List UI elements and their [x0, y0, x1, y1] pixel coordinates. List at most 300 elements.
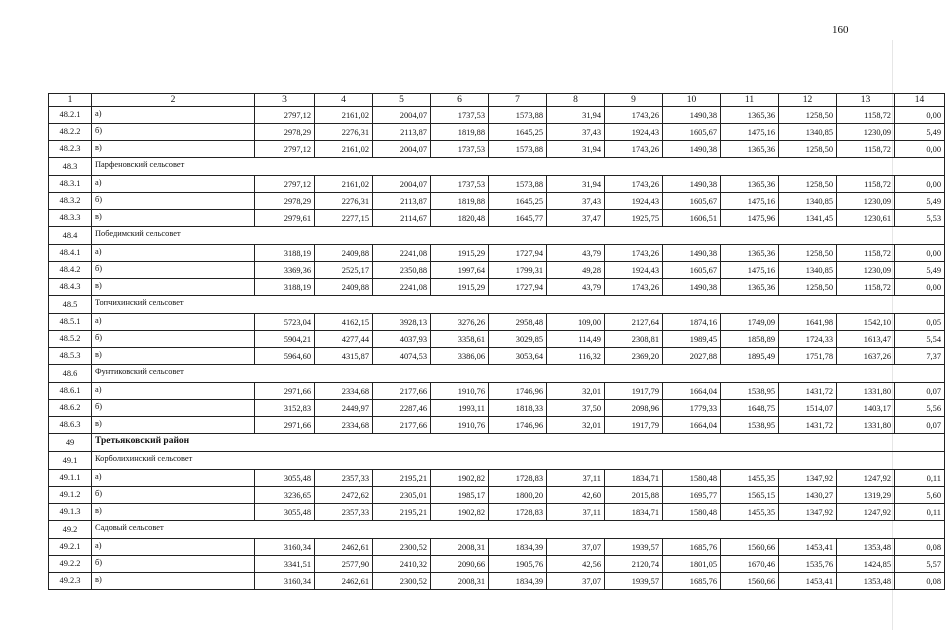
header-cell: 2: [92, 94, 255, 107]
value-cell: 1800,20: [489, 487, 547, 504]
value-cell: 1560,66: [721, 539, 779, 556]
value-cell: 2015,88: [605, 487, 663, 504]
row-code: 48.4.1: [49, 245, 92, 262]
row-variant: а): [92, 314, 255, 331]
value-cell: 1365,36: [721, 107, 779, 124]
value-cell: 3188,19: [255, 245, 315, 262]
value-cell: 2113,87: [373, 124, 431, 141]
row-variant: б): [92, 262, 255, 279]
value-cell: 4037,93: [373, 331, 431, 348]
row-variant: б): [92, 487, 255, 504]
section-row: [49, 158, 945, 176]
value-cell: 1230,09: [837, 262, 895, 279]
row-code: 49.1.1: [49, 470, 92, 487]
value-cell: 1340,85: [779, 262, 837, 279]
value-cell: 1917,79: [605, 383, 663, 400]
value-cell: 2971,66: [255, 383, 315, 400]
table-row: [49, 210, 945, 227]
value-cell: 1779,33: [663, 400, 721, 417]
value-cell: 2090,66: [431, 556, 489, 573]
value-cell: 1605,67: [663, 124, 721, 141]
value-cell: 2305,01: [373, 487, 431, 504]
table-row: [49, 504, 945, 521]
value-cell: 1613,47: [837, 331, 895, 348]
value-cell: 2409,88: [315, 279, 373, 296]
row-variant: б): [92, 400, 255, 417]
value-cell: 2525,17: [315, 262, 373, 279]
value-cell: 1910,76: [431, 383, 489, 400]
value-cell: 0,00: [895, 176, 945, 193]
value-cell: 1834,39: [489, 539, 547, 556]
value-cell: 49,28: [547, 262, 605, 279]
value-cell: 1475,96: [721, 210, 779, 227]
value-cell: 1453,41: [779, 573, 837, 590]
value-cell: 5,60: [895, 487, 945, 504]
value-cell: 1158,72: [837, 141, 895, 158]
value-cell: 1431,72: [779, 383, 837, 400]
value-cell: 2195,21: [373, 504, 431, 521]
value-cell: 0,00: [895, 141, 945, 158]
table-row: [49, 573, 945, 590]
table-row: [49, 470, 945, 487]
row-variant: б): [92, 556, 255, 573]
value-cell: 43,79: [547, 245, 605, 262]
value-cell: 1158,72: [837, 176, 895, 193]
value-cell: 3055,48: [255, 504, 315, 521]
table-row: [49, 141, 945, 158]
table-row: [49, 314, 945, 331]
value-cell: 3053,64: [489, 348, 547, 365]
row-variant: в): [92, 141, 255, 158]
value-cell: 2195,21: [373, 470, 431, 487]
value-cell: 2300,52: [373, 539, 431, 556]
table-row: [49, 279, 945, 296]
value-cell: 4162,15: [315, 314, 373, 331]
value-cell: 37,43: [547, 193, 605, 210]
value-cell: 1573,88: [489, 107, 547, 124]
value-cell: 1743,26: [605, 245, 663, 262]
header-cell: 3: [255, 94, 315, 107]
row-code: 48.3.3: [49, 210, 92, 227]
row-variant: в): [92, 504, 255, 521]
row-variant: б): [92, 124, 255, 141]
value-cell: 1341,45: [779, 210, 837, 227]
value-cell: 1605,67: [663, 262, 721, 279]
value-cell: 5,56: [895, 400, 945, 417]
value-cell: 2308,81: [605, 331, 663, 348]
value-cell: 2300,52: [373, 573, 431, 590]
value-cell: 1985,17: [431, 487, 489, 504]
value-cell: 1538,95: [721, 417, 779, 434]
value-cell: 3160,34: [255, 573, 315, 590]
value-cell: 1247,92: [837, 504, 895, 521]
value-cell: 1475,16: [721, 262, 779, 279]
value-cell: 3236,65: [255, 487, 315, 504]
value-cell: 1365,36: [721, 279, 779, 296]
value-cell: 2334,68: [315, 417, 373, 434]
section-row: [49, 452, 945, 470]
value-cell: 0,07: [895, 417, 945, 434]
row-code: 49.1.2: [49, 487, 92, 504]
table-row: [49, 383, 945, 400]
value-cell: 2008,31: [431, 573, 489, 590]
value-cell: 37,11: [547, 504, 605, 521]
district-title: Третьяковский район: [92, 434, 945, 452]
value-cell: 1331,80: [837, 383, 895, 400]
value-cell: 1645,25: [489, 193, 547, 210]
value-cell: 1905,76: [489, 556, 547, 573]
value-cell: 3055,48: [255, 470, 315, 487]
value-cell: 37,07: [547, 539, 605, 556]
value-cell: 1874,16: [663, 314, 721, 331]
row-code: 49.2.1: [49, 539, 92, 556]
value-cell: 4277,44: [315, 331, 373, 348]
value-cell: 2113,87: [373, 193, 431, 210]
value-cell: 1915,29: [431, 245, 489, 262]
value-cell: 32,01: [547, 417, 605, 434]
page-number: 160: [832, 24, 849, 36]
value-cell: 1403,17: [837, 400, 895, 417]
value-cell: 2276,31: [315, 193, 373, 210]
value-cell: 1819,88: [431, 124, 489, 141]
row-code: 49.2.2: [49, 556, 92, 573]
value-cell: 2161,02: [315, 107, 373, 124]
value-cell: 1799,31: [489, 262, 547, 279]
value-cell: 2369,20: [605, 348, 663, 365]
value-cell: 5,57: [895, 556, 945, 573]
value-cell: 1989,45: [663, 331, 721, 348]
row-variant: в): [92, 210, 255, 227]
header-cell: 12: [779, 94, 837, 107]
header-cell: 4: [315, 94, 373, 107]
value-cell: 1641,98: [779, 314, 837, 331]
value-cell: 2577,90: [315, 556, 373, 573]
row-code: 48.3: [49, 158, 92, 176]
value-cell: 5904,21: [255, 331, 315, 348]
value-cell: 1737,53: [431, 176, 489, 193]
value-cell: 2287,46: [373, 400, 431, 417]
value-cell: 1924,43: [605, 124, 663, 141]
header-cell: 11: [721, 94, 779, 107]
value-cell: 1664,04: [663, 383, 721, 400]
value-cell: 2797,12: [255, 176, 315, 193]
value-cell: 4315,87: [315, 348, 373, 365]
value-cell: 0,11: [895, 504, 945, 521]
value-cell: 1247,92: [837, 470, 895, 487]
value-cell: 1834,39: [489, 573, 547, 590]
table-row: [49, 487, 945, 504]
value-cell: 1917,79: [605, 417, 663, 434]
value-cell: 1746,96: [489, 417, 547, 434]
column-number-header-row: [49, 94, 945, 107]
value-cell: 1939,57: [605, 573, 663, 590]
table-row: [49, 124, 945, 141]
section-row: [49, 521, 945, 539]
value-cell: 2797,12: [255, 107, 315, 124]
value-cell: 1340,85: [779, 124, 837, 141]
header-cell: 10: [663, 94, 721, 107]
row-code: 48.3.2: [49, 193, 92, 210]
value-cell: 3160,34: [255, 539, 315, 556]
value-cell: 1910,76: [431, 417, 489, 434]
value-cell: 1258,50: [779, 107, 837, 124]
value-cell: 1158,72: [837, 245, 895, 262]
value-cell: 32,01: [547, 383, 605, 400]
table-row: [49, 400, 945, 417]
value-cell: 0,00: [895, 245, 945, 262]
row-variant: а): [92, 383, 255, 400]
table-row: [49, 107, 945, 124]
row-code: 48.6.2: [49, 400, 92, 417]
value-cell: 1475,16: [721, 124, 779, 141]
value-cell: 0,05: [895, 314, 945, 331]
row-variant: а): [92, 539, 255, 556]
value-cell: 1430,27: [779, 487, 837, 504]
value-cell: 1347,92: [779, 504, 837, 521]
section-title: Фунтиковский сельсовет: [92, 365, 945, 383]
value-cell: 2177,66: [373, 383, 431, 400]
value-cell: 2462,61: [315, 539, 373, 556]
value-cell: 1258,50: [779, 279, 837, 296]
value-cell: 1319,29: [837, 487, 895, 504]
value-cell: 1749,09: [721, 314, 779, 331]
row-code: 48.2.1: [49, 107, 92, 124]
district-row: [49, 434, 945, 452]
value-cell: 1565,15: [721, 487, 779, 504]
row-variant: а): [92, 245, 255, 262]
value-cell: 37,50: [547, 400, 605, 417]
value-cell: 1514,07: [779, 400, 837, 417]
row-code: 48.5.1: [49, 314, 92, 331]
table-row: [49, 539, 945, 556]
value-cell: 2027,88: [663, 348, 721, 365]
value-cell: 1728,83: [489, 470, 547, 487]
value-cell: 2357,33: [315, 470, 373, 487]
value-cell: 37,47: [547, 210, 605, 227]
value-cell: 1365,36: [721, 245, 779, 262]
row-code: 48.6: [49, 365, 92, 383]
value-cell: 1453,41: [779, 539, 837, 556]
value-cell: 3188,19: [255, 279, 315, 296]
value-cell: 1535,76: [779, 556, 837, 573]
value-cell: 5,49: [895, 262, 945, 279]
value-cell: 2120,74: [605, 556, 663, 573]
value-cell: 3276,26: [431, 314, 489, 331]
value-cell: 1431,72: [779, 417, 837, 434]
value-cell: 1685,76: [663, 573, 721, 590]
value-cell: 1645,77: [489, 210, 547, 227]
value-cell: 5,53: [895, 210, 945, 227]
value-cell: 1685,76: [663, 539, 721, 556]
value-cell: 1743,26: [605, 176, 663, 193]
value-cell: 1737,53: [431, 141, 489, 158]
value-cell: 1490,38: [663, 279, 721, 296]
value-cell: 1606,51: [663, 210, 721, 227]
value-cell: 2334,68: [315, 383, 373, 400]
value-cell: 2277,15: [315, 210, 373, 227]
row-code: 49: [49, 434, 92, 452]
value-cell: 2797,12: [255, 141, 315, 158]
value-cell: 42,56: [547, 556, 605, 573]
value-cell: 3386,06: [431, 348, 489, 365]
tariff-table: [48, 93, 945, 590]
value-cell: 1490,38: [663, 107, 721, 124]
row-code: 49.2: [49, 521, 92, 539]
table-row: [49, 176, 945, 193]
value-cell: 1347,92: [779, 470, 837, 487]
row-code: 48.5.3: [49, 348, 92, 365]
table-row: [49, 417, 945, 434]
value-cell: 2177,66: [373, 417, 431, 434]
header-cell: 9: [605, 94, 663, 107]
section-title: Топчихинский сельсовет: [92, 296, 945, 314]
value-cell: 1743,26: [605, 279, 663, 296]
value-cell: 1365,36: [721, 141, 779, 158]
value-cell: 0,08: [895, 573, 945, 590]
value-cell: 1258,50: [779, 245, 837, 262]
value-cell: 1424,85: [837, 556, 895, 573]
value-cell: 1801,05: [663, 556, 721, 573]
value-cell: 1230,61: [837, 210, 895, 227]
row-code: 48.6.3: [49, 417, 92, 434]
value-cell: 1727,94: [489, 245, 547, 262]
value-cell: 7,37: [895, 348, 945, 365]
value-cell: 3029,85: [489, 331, 547, 348]
value-cell: 4074,53: [373, 348, 431, 365]
table-row: [49, 245, 945, 262]
row-code: 48.5.2: [49, 331, 92, 348]
table-row: [49, 193, 945, 210]
value-cell: 1538,95: [721, 383, 779, 400]
value-cell: 0,00: [895, 107, 945, 124]
value-cell: 2971,66: [255, 417, 315, 434]
value-cell: 1925,75: [605, 210, 663, 227]
value-cell: 1258,50: [779, 141, 837, 158]
row-variant: а): [92, 176, 255, 193]
value-cell: 1895,49: [721, 348, 779, 365]
value-cell: 2449,97: [315, 400, 373, 417]
value-cell: 31,94: [547, 107, 605, 124]
value-cell: 2004,07: [373, 141, 431, 158]
section-title: Садовый сельсовет: [92, 521, 945, 539]
value-cell: 1819,88: [431, 193, 489, 210]
row-code: 48.3.1: [49, 176, 92, 193]
value-cell: 2161,02: [315, 176, 373, 193]
value-cell: 1695,77: [663, 487, 721, 504]
row-variant: а): [92, 107, 255, 124]
value-cell: 1490,38: [663, 176, 721, 193]
value-cell: 1331,80: [837, 417, 895, 434]
value-cell: 2098,96: [605, 400, 663, 417]
value-cell: 1743,26: [605, 141, 663, 158]
row-variant: б): [92, 193, 255, 210]
value-cell: 1353,48: [837, 539, 895, 556]
row-code: 48.2.3: [49, 141, 92, 158]
value-cell: 1365,36: [721, 176, 779, 193]
section-title: Корболихинский сельсовет: [92, 452, 945, 470]
value-cell: 1939,57: [605, 539, 663, 556]
value-cell: 3152,83: [255, 400, 315, 417]
row-variant: в): [92, 279, 255, 296]
value-cell: 116,32: [547, 348, 605, 365]
value-cell: 1834,71: [605, 470, 663, 487]
row-variant: б): [92, 331, 255, 348]
section-row: [49, 227, 945, 245]
value-cell: 109,00: [547, 314, 605, 331]
value-cell: 0,00: [895, 279, 945, 296]
value-cell: 1858,89: [721, 331, 779, 348]
value-cell: 2276,31: [315, 124, 373, 141]
value-cell: 1560,66: [721, 573, 779, 590]
value-cell: 1743,26: [605, 107, 663, 124]
table-row: [49, 331, 945, 348]
value-cell: 1820,48: [431, 210, 489, 227]
row-code: 48.4.3: [49, 279, 92, 296]
section-title: Парфеновский сельсовет: [92, 158, 945, 176]
row-code: 48.5: [49, 296, 92, 314]
value-cell: 1727,94: [489, 279, 547, 296]
table-row: [49, 348, 945, 365]
value-cell: 2241,08: [373, 245, 431, 262]
value-cell: 1737,53: [431, 107, 489, 124]
row-code: 48.6.1: [49, 383, 92, 400]
row-variant: а): [92, 470, 255, 487]
value-cell: 1353,48: [837, 573, 895, 590]
value-cell: 2357,33: [315, 504, 373, 521]
value-cell: 2978,29: [255, 193, 315, 210]
row-code: 48.4: [49, 227, 92, 245]
value-cell: 1580,48: [663, 504, 721, 521]
value-cell: 1573,88: [489, 141, 547, 158]
value-cell: 1670,46: [721, 556, 779, 573]
value-cell: 3928,13: [373, 314, 431, 331]
value-cell: 1258,50: [779, 176, 837, 193]
value-cell: 31,94: [547, 141, 605, 158]
section-row: [49, 365, 945, 383]
value-cell: 1902,82: [431, 470, 489, 487]
value-cell: 114,49: [547, 331, 605, 348]
value-cell: 43,79: [547, 279, 605, 296]
value-cell: 2409,88: [315, 245, 373, 262]
value-cell: 1158,72: [837, 107, 895, 124]
value-cell: 1637,26: [837, 348, 895, 365]
value-cell: 1580,48: [663, 470, 721, 487]
header-cell: 13: [837, 94, 895, 107]
value-cell: 0,07: [895, 383, 945, 400]
header-cell: 8: [547, 94, 605, 107]
value-cell: 1455,35: [721, 504, 779, 521]
section-title: Победимский сельсовет: [92, 227, 945, 245]
value-cell: 5,49: [895, 193, 945, 210]
value-cell: 37,07: [547, 573, 605, 590]
value-cell: 1158,72: [837, 279, 895, 296]
value-cell: 1997,64: [431, 262, 489, 279]
value-cell: 1542,10: [837, 314, 895, 331]
value-cell: 2161,02: [315, 141, 373, 158]
value-cell: 1746,96: [489, 383, 547, 400]
value-cell: 1724,33: [779, 331, 837, 348]
header-cell: 6: [431, 94, 489, 107]
value-cell: 5723,04: [255, 314, 315, 331]
table-row: [49, 556, 945, 573]
header-cell: 14: [895, 94, 945, 107]
value-cell: 5,49: [895, 124, 945, 141]
value-cell: 1834,71: [605, 504, 663, 521]
value-cell: 1818,33: [489, 400, 547, 417]
table-row: [49, 262, 945, 279]
value-cell: 1902,82: [431, 504, 489, 521]
value-cell: 1573,88: [489, 176, 547, 193]
